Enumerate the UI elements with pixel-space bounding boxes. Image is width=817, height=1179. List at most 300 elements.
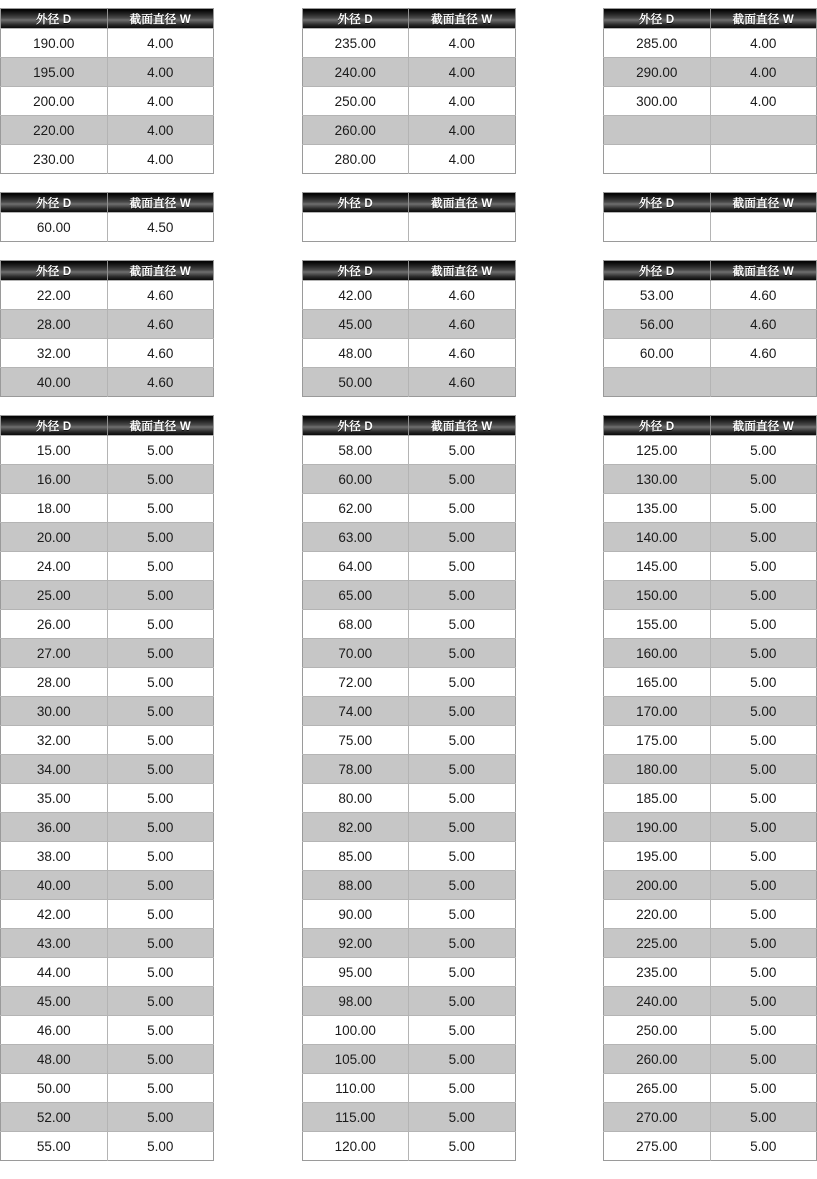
table-header-row bbox=[1, 193, 214, 213]
table-row bbox=[604, 987, 817, 1016]
table-row bbox=[604, 116, 817, 145]
table-row bbox=[1, 87, 214, 116]
cell-section-diameter: 5.00 bbox=[710, 639, 817, 668]
cell-section-diameter: 4.00 bbox=[409, 116, 516, 145]
table-row bbox=[302, 1045, 515, 1074]
cell-outer-diameter: 165.00 bbox=[604, 668, 711, 697]
table-row bbox=[604, 1016, 817, 1045]
table-row bbox=[604, 145, 817, 174]
column-header-outer-diameter: 外径 D bbox=[604, 416, 711, 436]
table-row bbox=[1, 1045, 214, 1074]
table-header-row bbox=[1, 416, 214, 436]
cell-section-diameter: 5.00 bbox=[409, 784, 516, 813]
cell-section-diameter: 5.00 bbox=[710, 842, 817, 871]
column-spacer bbox=[516, 8, 604, 174]
cell-outer-diameter: 18.00 bbox=[1, 494, 108, 523]
cell-outer-diameter: 30.00 bbox=[1, 697, 108, 726]
cell-section-diameter: 5.00 bbox=[107, 465, 214, 494]
spec-table bbox=[603, 415, 817, 1161]
cell-outer-diameter: 78.00 bbox=[302, 755, 409, 784]
cell-outer-diameter: 36.00 bbox=[1, 813, 108, 842]
table-row bbox=[1, 368, 214, 397]
cell-section-diameter: 4.00 bbox=[107, 29, 214, 58]
cell-outer-diameter: 180.00 bbox=[604, 755, 711, 784]
cell-outer-diameter: 38.00 bbox=[1, 842, 108, 871]
table-row bbox=[604, 871, 817, 900]
cell-section-diameter: 5.00 bbox=[409, 958, 516, 987]
column-header-section-diameter: 截面直径 W bbox=[409, 193, 516, 213]
table-row bbox=[302, 755, 515, 784]
cell-section-diameter: 5.00 bbox=[107, 668, 214, 697]
cell-section-diameter: 5.00 bbox=[409, 668, 516, 697]
table-row bbox=[1, 900, 214, 929]
table-row bbox=[604, 726, 817, 755]
table-row bbox=[302, 552, 515, 581]
cell-section-diameter: 4.00 bbox=[710, 29, 817, 58]
cell-outer-diameter: 46.00 bbox=[1, 1016, 108, 1045]
spec-table bbox=[0, 8, 214, 174]
cell-outer-diameter: 43.00 bbox=[1, 929, 108, 958]
cell-outer-diameter: 52.00 bbox=[1, 1103, 108, 1132]
spec-table bbox=[302, 8, 516, 174]
table-row bbox=[1, 958, 214, 987]
column-spacer bbox=[214, 192, 302, 242]
table-row bbox=[1, 552, 214, 581]
table-row bbox=[604, 1132, 817, 1161]
cell-outer-diameter: 62.00 bbox=[302, 494, 409, 523]
table-row bbox=[1, 581, 214, 610]
table-header-row bbox=[302, 261, 515, 281]
cell-outer-diameter: 80.00 bbox=[302, 784, 409, 813]
cell-section-diameter: 5.00 bbox=[409, 726, 516, 755]
cell-outer-diameter bbox=[604, 116, 711, 145]
table-row bbox=[604, 465, 817, 494]
cell-outer-diameter: 60.00 bbox=[1, 213, 108, 242]
cell-section-diameter: 5.00 bbox=[710, 668, 817, 697]
cell-outer-diameter: 42.00 bbox=[302, 281, 409, 310]
cell-outer-diameter: 60.00 bbox=[302, 465, 409, 494]
spec-table bbox=[603, 260, 817, 397]
table-row bbox=[302, 610, 515, 639]
cell-section-diameter: 5.00 bbox=[409, 581, 516, 610]
cell-section-diameter: 4.00 bbox=[409, 145, 516, 174]
cell-section-diameter: 5.00 bbox=[409, 552, 516, 581]
table-row bbox=[1, 1016, 214, 1045]
table-bands-container bbox=[0, 8, 817, 1161]
cell-section-diameter: 5.00 bbox=[710, 1045, 817, 1074]
cell-outer-diameter: 50.00 bbox=[1, 1074, 108, 1103]
cell-outer-diameter: 42.00 bbox=[1, 900, 108, 929]
table-row bbox=[302, 494, 515, 523]
cell-section-diameter: 5.00 bbox=[710, 958, 817, 987]
cell-outer-diameter: 275.00 bbox=[604, 1132, 711, 1161]
cell-section-diameter: 5.00 bbox=[409, 523, 516, 552]
column-spacer bbox=[214, 260, 302, 397]
cell-outer-diameter: 115.00 bbox=[302, 1103, 409, 1132]
table-row bbox=[604, 339, 817, 368]
cell-section-diameter: 5.00 bbox=[710, 1074, 817, 1103]
cell-outer-diameter: 22.00 bbox=[1, 281, 108, 310]
cell-section-diameter: 5.00 bbox=[409, 987, 516, 1016]
cell-section-diameter: 5.00 bbox=[107, 697, 214, 726]
cell-section-diameter: 5.00 bbox=[409, 1074, 516, 1103]
cell-section-diameter: 5.00 bbox=[710, 610, 817, 639]
cell-section-diameter: 5.00 bbox=[107, 1016, 214, 1045]
cell-section-diameter: 5.00 bbox=[409, 900, 516, 929]
table-row bbox=[1, 987, 214, 1016]
cell-section-diameter: 5.00 bbox=[409, 755, 516, 784]
cell-outer-diameter: 50.00 bbox=[302, 368, 409, 397]
table-row bbox=[1, 1132, 214, 1161]
cell-section-diameter: 5.00 bbox=[409, 1103, 516, 1132]
cell-section-diameter: 4.00 bbox=[409, 29, 516, 58]
cell-section-diameter: 4.00 bbox=[409, 87, 516, 116]
cell-outer-diameter: 225.00 bbox=[604, 929, 711, 958]
cell-outer-diameter bbox=[604, 213, 711, 242]
table-row bbox=[1, 784, 214, 813]
spec-table bbox=[603, 192, 817, 242]
column-spacer bbox=[214, 415, 302, 1161]
table-row bbox=[302, 368, 515, 397]
cell-outer-diameter: 28.00 bbox=[1, 668, 108, 697]
column-header-section-diameter: 截面直径 W bbox=[107, 416, 214, 436]
table-header-row bbox=[604, 193, 817, 213]
table-row bbox=[302, 523, 515, 552]
table-row bbox=[604, 523, 817, 552]
table-row bbox=[604, 494, 817, 523]
cell-section-diameter: 4.60 bbox=[710, 339, 817, 368]
cell-section-diameter: 5.00 bbox=[710, 726, 817, 755]
cell-outer-diameter: 63.00 bbox=[302, 523, 409, 552]
cell-section-diameter: 5.00 bbox=[710, 871, 817, 900]
table-row bbox=[604, 958, 817, 987]
table-row bbox=[302, 697, 515, 726]
cell-section-diameter bbox=[710, 368, 817, 397]
cell-section-diameter: 4.00 bbox=[107, 58, 214, 87]
cell-section-diameter: 5.00 bbox=[710, 1016, 817, 1045]
cell-outer-diameter: 24.00 bbox=[1, 552, 108, 581]
cell-section-diameter: 5.00 bbox=[107, 639, 214, 668]
table-row bbox=[302, 339, 515, 368]
cell-outer-diameter: 260.00 bbox=[604, 1045, 711, 1074]
table-row bbox=[604, 58, 817, 87]
column-spacer bbox=[516, 192, 604, 242]
cell-section-diameter: 5.00 bbox=[107, 784, 214, 813]
cell-section-diameter: 5.00 bbox=[409, 465, 516, 494]
cell-outer-diameter: 82.00 bbox=[302, 813, 409, 842]
table-row bbox=[1, 145, 214, 174]
table-row bbox=[604, 213, 817, 242]
cell-section-diameter: 5.00 bbox=[710, 523, 817, 552]
table-row bbox=[1, 639, 214, 668]
table-row bbox=[302, 784, 515, 813]
column-spacer bbox=[516, 260, 604, 397]
cell-outer-diameter: 44.00 bbox=[1, 958, 108, 987]
cell-section-diameter: 5.00 bbox=[710, 697, 817, 726]
cell-outer-diameter bbox=[604, 145, 711, 174]
cell-outer-diameter: 40.00 bbox=[1, 871, 108, 900]
table-row bbox=[604, 610, 817, 639]
cell-section-diameter: 4.60 bbox=[107, 281, 214, 310]
table-row bbox=[302, 726, 515, 755]
cell-outer-diameter: 28.00 bbox=[1, 310, 108, 339]
cell-outer-diameter: 265.00 bbox=[604, 1074, 711, 1103]
cell-outer-diameter: 56.00 bbox=[604, 310, 711, 339]
cell-section-diameter: 5.00 bbox=[409, 639, 516, 668]
cell-section-diameter: 4.00 bbox=[107, 145, 214, 174]
spec-table bbox=[302, 415, 516, 1161]
table-row bbox=[302, 813, 515, 842]
column-header-outer-diameter: 外径 D bbox=[604, 9, 711, 29]
cell-section-diameter: 4.00 bbox=[107, 116, 214, 145]
spec-table bbox=[603, 8, 817, 174]
table-row bbox=[1, 697, 214, 726]
cell-section-diameter: 5.00 bbox=[107, 1103, 214, 1132]
table-row bbox=[302, 213, 515, 242]
column-header-section-diameter: 截面直径 W bbox=[107, 261, 214, 281]
cell-outer-diameter: 26.00 bbox=[1, 610, 108, 639]
column-header-section-diameter: 截面直径 W bbox=[107, 193, 214, 213]
cell-section-diameter: 5.00 bbox=[710, 813, 817, 842]
cell-section-diameter: 4.60 bbox=[409, 281, 516, 310]
table-header-row bbox=[1, 261, 214, 281]
cell-section-diameter: 4.60 bbox=[107, 310, 214, 339]
table-row bbox=[604, 552, 817, 581]
cell-outer-diameter: 195.00 bbox=[604, 842, 711, 871]
cell-section-diameter: 5.00 bbox=[409, 1132, 516, 1161]
table-row bbox=[302, 58, 515, 87]
cell-outer-diameter: 235.00 bbox=[302, 29, 409, 58]
cell-section-diameter: 5.00 bbox=[107, 1045, 214, 1074]
table-row bbox=[604, 281, 817, 310]
cell-section-diameter: 5.00 bbox=[409, 1045, 516, 1074]
cell-outer-diameter: 170.00 bbox=[604, 697, 711, 726]
cell-outer-diameter: 70.00 bbox=[302, 639, 409, 668]
column-header-section-diameter: 截面直径 W bbox=[710, 261, 817, 281]
cell-outer-diameter: 300.00 bbox=[604, 87, 711, 116]
cell-section-diameter: 5.00 bbox=[710, 755, 817, 784]
cell-outer-diameter: 220.00 bbox=[604, 900, 711, 929]
table-row bbox=[1, 929, 214, 958]
column-header-section-diameter: 截面直径 W bbox=[409, 9, 516, 29]
cell-outer-diameter: 34.00 bbox=[1, 755, 108, 784]
column-header-outer-diameter: 外径 D bbox=[302, 416, 409, 436]
cell-outer-diameter: 40.00 bbox=[1, 368, 108, 397]
cell-outer-diameter: 98.00 bbox=[302, 987, 409, 1016]
cell-outer-diameter: 68.00 bbox=[302, 610, 409, 639]
table-row bbox=[604, 668, 817, 697]
cell-outer-diameter: 130.00 bbox=[604, 465, 711, 494]
cell-outer-diameter: 110.00 bbox=[302, 1074, 409, 1103]
table-row bbox=[1, 813, 214, 842]
cell-section-diameter: 4.60 bbox=[409, 310, 516, 339]
cell-outer-diameter: 74.00 bbox=[302, 697, 409, 726]
cell-section-diameter: 5.00 bbox=[409, 697, 516, 726]
table-band bbox=[0, 415, 817, 1161]
cell-outer-diameter: 60.00 bbox=[604, 339, 711, 368]
cell-section-diameter: 5.00 bbox=[710, 987, 817, 1016]
cell-outer-diameter: 25.00 bbox=[1, 581, 108, 610]
cell-section-diameter: 5.00 bbox=[107, 842, 214, 871]
table-row bbox=[1, 281, 214, 310]
cell-outer-diameter: 90.00 bbox=[302, 900, 409, 929]
column-header-section-diameter: 截面直径 W bbox=[710, 9, 817, 29]
table-row bbox=[1, 465, 214, 494]
cell-section-diameter: 4.00 bbox=[710, 87, 817, 116]
column-header-section-diameter: 截面直径 W bbox=[107, 9, 214, 29]
table-row bbox=[604, 697, 817, 726]
cell-section-diameter: 5.00 bbox=[409, 1016, 516, 1045]
table-row bbox=[1, 339, 214, 368]
table-row bbox=[1, 1074, 214, 1103]
table-row bbox=[302, 581, 515, 610]
cell-section-diameter: 5.00 bbox=[409, 494, 516, 523]
cell-section-diameter: 5.00 bbox=[107, 1132, 214, 1161]
table-row bbox=[1, 58, 214, 87]
cell-section-diameter: 5.00 bbox=[409, 871, 516, 900]
cell-section-diameter: 5.00 bbox=[107, 552, 214, 581]
cell-section-diameter bbox=[409, 213, 516, 242]
table-header-row bbox=[604, 261, 817, 281]
spec-table bbox=[0, 192, 214, 242]
table-row bbox=[302, 145, 515, 174]
table-row bbox=[302, 1132, 515, 1161]
cell-outer-diameter: 240.00 bbox=[302, 58, 409, 87]
table-row bbox=[604, 87, 817, 116]
cell-outer-diameter: 16.00 bbox=[1, 465, 108, 494]
cell-outer-diameter: 88.00 bbox=[302, 871, 409, 900]
cell-outer-diameter: 140.00 bbox=[604, 523, 711, 552]
cell-outer-diameter: 32.00 bbox=[1, 726, 108, 755]
column-spacer bbox=[214, 8, 302, 174]
table-row bbox=[1, 310, 214, 339]
cell-outer-diameter: 150.00 bbox=[604, 581, 711, 610]
cell-section-diameter: 5.00 bbox=[107, 900, 214, 929]
column-header-outer-diameter: 外径 D bbox=[604, 261, 711, 281]
cell-outer-diameter: 190.00 bbox=[1, 29, 108, 58]
table-row bbox=[302, 871, 515, 900]
cell-outer-diameter: 200.00 bbox=[1, 87, 108, 116]
table-row bbox=[1, 213, 214, 242]
cell-section-diameter: 5.00 bbox=[107, 871, 214, 900]
column-spacer bbox=[516, 415, 604, 1161]
cell-section-diameter: 5.00 bbox=[107, 436, 214, 465]
cell-outer-diameter: 120.00 bbox=[302, 1132, 409, 1161]
table-row bbox=[302, 987, 515, 1016]
cell-outer-diameter: 45.00 bbox=[1, 987, 108, 1016]
cell-outer-diameter bbox=[604, 368, 711, 397]
table-row bbox=[604, 929, 817, 958]
column-header-outer-diameter: 外径 D bbox=[302, 193, 409, 213]
table-row bbox=[1, 494, 214, 523]
table-row bbox=[1, 755, 214, 784]
cell-outer-diameter: 145.00 bbox=[604, 552, 711, 581]
spec-table bbox=[0, 415, 214, 1161]
cell-outer-diameter: 15.00 bbox=[1, 436, 108, 465]
table-row bbox=[1, 726, 214, 755]
cell-section-diameter: 4.60 bbox=[409, 339, 516, 368]
cell-section-diameter: 5.00 bbox=[710, 900, 817, 929]
cell-outer-diameter: 32.00 bbox=[1, 339, 108, 368]
cell-outer-diameter: 135.00 bbox=[604, 494, 711, 523]
table-header-row bbox=[604, 9, 817, 29]
column-header-outer-diameter: 外径 D bbox=[1, 416, 108, 436]
table-header-row bbox=[604, 416, 817, 436]
cell-outer-diameter: 250.00 bbox=[302, 87, 409, 116]
cell-outer-diameter: 125.00 bbox=[604, 436, 711, 465]
cell-outer-diameter bbox=[302, 213, 409, 242]
cell-section-diameter: 4.00 bbox=[409, 58, 516, 87]
table-row bbox=[604, 842, 817, 871]
cell-outer-diameter: 92.00 bbox=[302, 929, 409, 958]
cell-section-diameter: 4.60 bbox=[710, 310, 817, 339]
table-row bbox=[1, 29, 214, 58]
cell-outer-diameter: 160.00 bbox=[604, 639, 711, 668]
cell-outer-diameter: 72.00 bbox=[302, 668, 409, 697]
table-header-row bbox=[302, 9, 515, 29]
column-header-section-diameter: 截面直径 W bbox=[710, 416, 817, 436]
cell-section-diameter: 5.00 bbox=[107, 755, 214, 784]
cell-outer-diameter: 100.00 bbox=[302, 1016, 409, 1045]
table-row bbox=[1, 116, 214, 145]
cell-section-diameter: 4.60 bbox=[710, 281, 817, 310]
cell-section-diameter: 5.00 bbox=[710, 929, 817, 958]
cell-section-diameter: 5.00 bbox=[107, 958, 214, 987]
cell-section-diameter: 5.00 bbox=[107, 523, 214, 552]
table-row bbox=[604, 436, 817, 465]
table-row bbox=[302, 87, 515, 116]
cell-section-diameter: 4.60 bbox=[107, 339, 214, 368]
cell-section-diameter bbox=[710, 116, 817, 145]
cell-section-diameter: 4.00 bbox=[107, 87, 214, 116]
cell-section-diameter bbox=[710, 213, 817, 242]
cell-section-diameter: 5.00 bbox=[710, 552, 817, 581]
cell-outer-diameter: 58.00 bbox=[302, 436, 409, 465]
table-row bbox=[604, 368, 817, 397]
cell-outer-diameter: 105.00 bbox=[302, 1045, 409, 1074]
cell-outer-diameter: 20.00 bbox=[1, 523, 108, 552]
table-row bbox=[1, 523, 214, 552]
cell-outer-diameter: 195.00 bbox=[1, 58, 108, 87]
spec-table bbox=[302, 260, 516, 397]
cell-outer-diameter: 53.00 bbox=[604, 281, 711, 310]
table-row bbox=[302, 1016, 515, 1045]
column-header-section-diameter: 截面直径 W bbox=[409, 261, 516, 281]
column-header-outer-diameter: 外径 D bbox=[1, 9, 108, 29]
cell-section-diameter: 5.00 bbox=[107, 494, 214, 523]
cell-outer-diameter: 250.00 bbox=[604, 1016, 711, 1045]
table-header-row bbox=[1, 9, 214, 29]
table-row bbox=[302, 310, 515, 339]
cell-section-diameter: 5.00 bbox=[107, 610, 214, 639]
cell-section-diameter: 5.00 bbox=[107, 987, 214, 1016]
cell-outer-diameter: 190.00 bbox=[604, 813, 711, 842]
cell-section-diameter: 5.00 bbox=[710, 784, 817, 813]
cell-outer-diameter: 27.00 bbox=[1, 639, 108, 668]
cell-section-diameter: 4.60 bbox=[409, 368, 516, 397]
table-row bbox=[302, 842, 515, 871]
table-row bbox=[302, 465, 515, 494]
cell-outer-diameter: 85.00 bbox=[302, 842, 409, 871]
cell-outer-diameter: 155.00 bbox=[604, 610, 711, 639]
table-row bbox=[302, 436, 515, 465]
table-row bbox=[604, 639, 817, 668]
cell-section-diameter: 5.00 bbox=[107, 1074, 214, 1103]
cell-section-diameter: 5.00 bbox=[409, 813, 516, 842]
table-row bbox=[302, 1103, 515, 1132]
cell-outer-diameter: 35.00 bbox=[1, 784, 108, 813]
table-row bbox=[604, 1103, 817, 1132]
